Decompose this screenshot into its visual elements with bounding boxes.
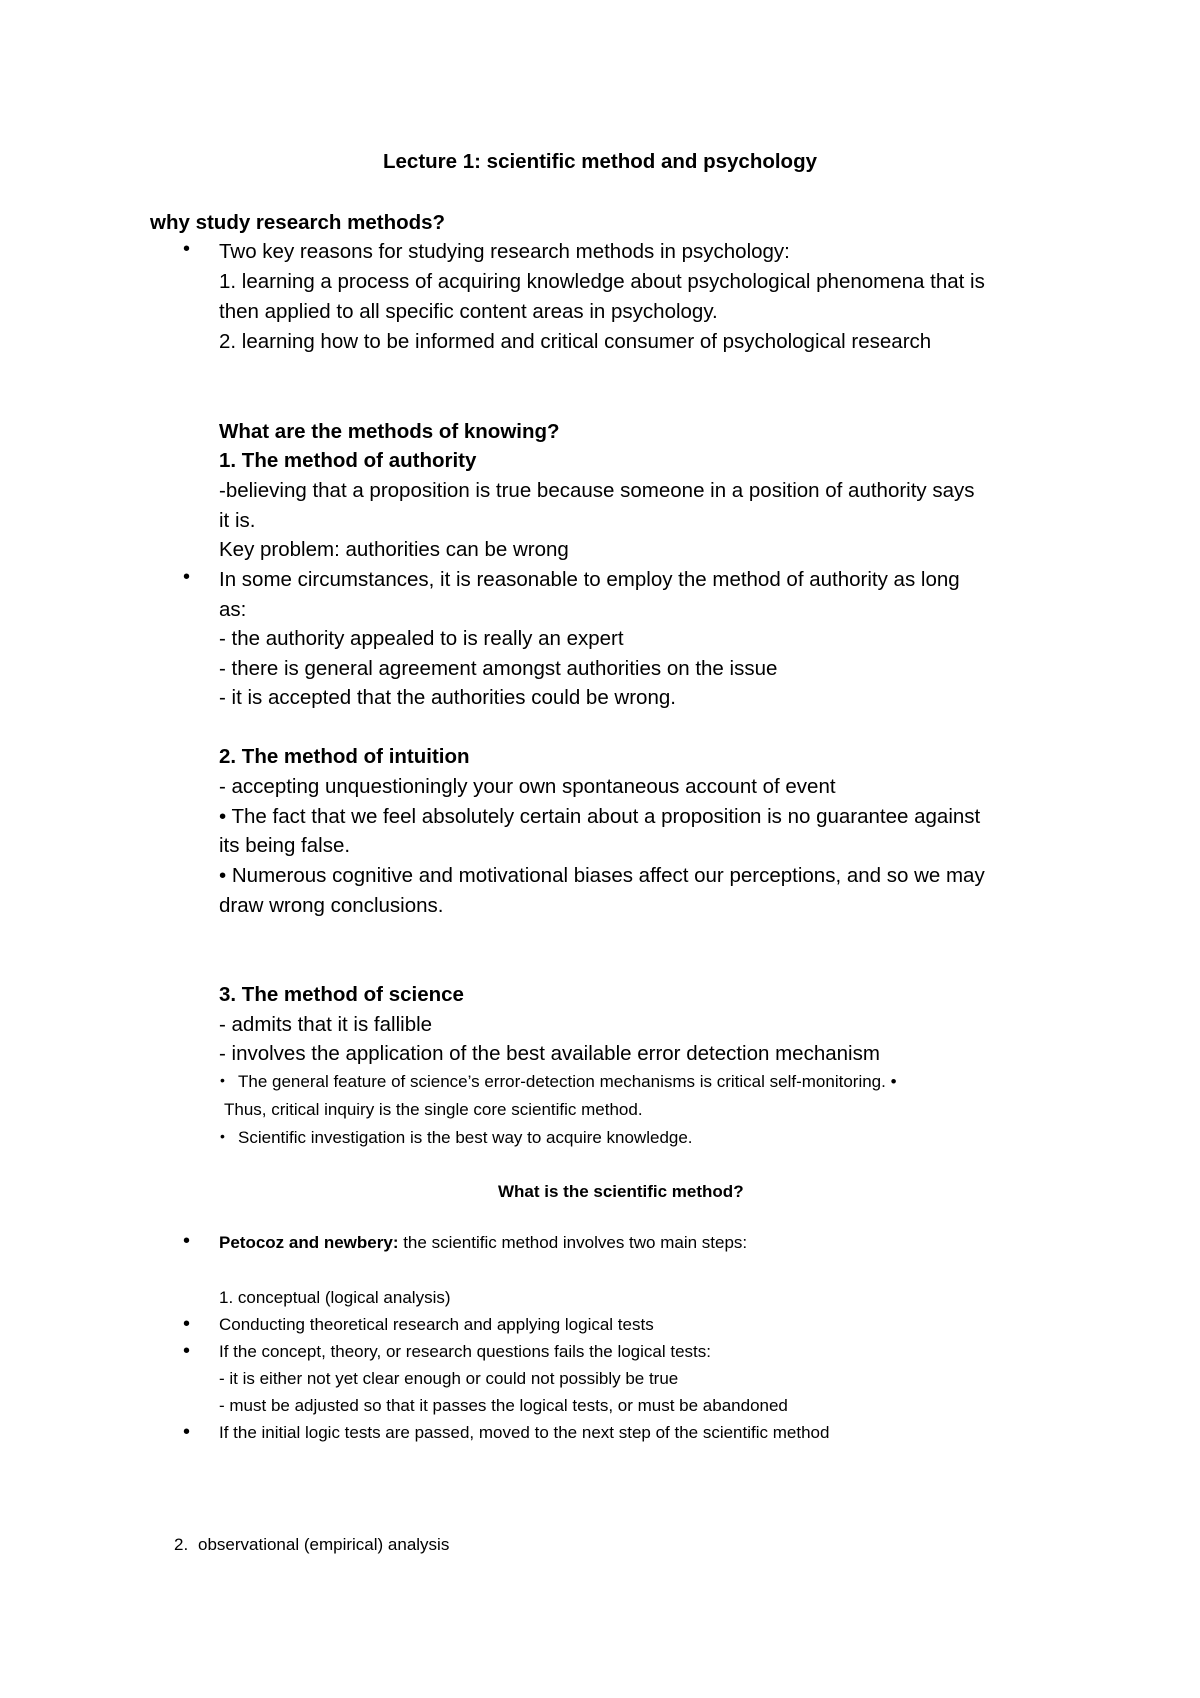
authority-dash-1: - the authority appealed to is really an expert (219, 627, 624, 650)
step-2-title: observational (empirical) analysis (198, 1535, 450, 1554)
science-line-2: - involves the application of the best available error detection mechanism (219, 1042, 880, 1065)
sci-method-intro (219, 1233, 747, 1253)
science-sub-2: Thus, critical inquiry is the single core scientific method. (224, 1100, 643, 1119)
bullet-icon: • (220, 1128, 225, 1144)
bullet-icon: • (183, 566, 191, 588)
step-1-bullet-1: Conducting theoretical research and applying logical tests (219, 1315, 654, 1334)
step-1-bullet-3: If the initial logic tests are passed, moved to the next step of the scientific method (219, 1423, 830, 1442)
why-reason-2: 2. learning how to be informed and critical consumer of psychological research (219, 330, 932, 353)
sci-method-heading: What is the scientific method? (498, 1182, 744, 1201)
bullet-icon: • (220, 1072, 225, 1088)
step-1-dash-1: - it is either not yet clear enough or could not possibly be true (219, 1369, 679, 1388)
section-heading-why: why study research methods? (150, 211, 446, 234)
science-line-1: - admits that it is fallible (219, 1013, 433, 1036)
intuition-line-4: • Numerous cognitive and motivational biases affect our perceptions, and so we may (219, 864, 985, 887)
authority-dash-3: - it is accepted that the authorities could be wrong. (219, 686, 676, 709)
page-title: Lecture 1: scientific method and psychology (383, 150, 818, 173)
methods-heading: What are the methods of knowing? (219, 420, 560, 443)
bullet-icon: • (183, 1421, 191, 1443)
intuition-line-1: - accepting unquestioningly your own spontaneous account of event (219, 775, 836, 798)
why-reason-1b: then applied to all specific content areas in psychology. (219, 300, 718, 323)
bullet-icon: • (183, 238, 191, 260)
science-title: 3. The method of science (219, 983, 464, 1006)
sci-method-intro-text: the scientific method involves two main steps: (398, 1233, 748, 1252)
intuition-line-3: its being false. (219, 834, 351, 857)
step-2-number: 2. (174, 1535, 189, 1554)
sci-method-authors: Petocoz and newbery: (219, 1233, 399, 1252)
science-sub-1: The general feature of science’s error-detection mechanisms is critical self-monitoring. • (238, 1072, 897, 1091)
intuition-line-2: • The fact that we feel absolutely certain about a proposition is no guarantee against (219, 805, 981, 828)
why-bullet: Two key reasons for studying research methods in psychology: (219, 240, 790, 263)
bullet-icon: • (183, 1340, 191, 1362)
authority-dash-2: - there is general agreement amongst authorities on the issue (219, 657, 778, 680)
intuition-line-5: draw wrong conclusions. (219, 894, 444, 917)
step-1-dash-2: - must be adjusted so that it passes the logical tests, or must be abandoned (219, 1396, 788, 1415)
why-reason-1a: 1. learning a process of acquiring knowledge about psychological phenomena that is (219, 270, 985, 293)
step-1-bullet-2: If the concept, theory, or research questions fails the logical tests: (219, 1342, 711, 1361)
intuition-title: 2. The method of intuition (219, 745, 470, 768)
science-sub-3: Scientific investigation is the best way to acquire knowledge. (238, 1128, 693, 1147)
authority-bullet-2: as: (219, 598, 247, 621)
authority-line-1: -believing that a proposition is true because someone in a position of authority says (219, 479, 975, 502)
step-1-title: 1. conceptual (logical analysis) (219, 1288, 451, 1307)
authority-bullet-1: In some circumstances, it is reasonable to employ the method of authority as long (219, 568, 960, 591)
bullet-icon: • (183, 1313, 191, 1335)
authority-line-2: it is. (219, 509, 256, 532)
authority-line-3: Key problem: authorities can be wrong (219, 538, 569, 561)
bullet-icon: • (183, 1230, 191, 1252)
authority-title: 1. The method of authority (219, 449, 477, 472)
